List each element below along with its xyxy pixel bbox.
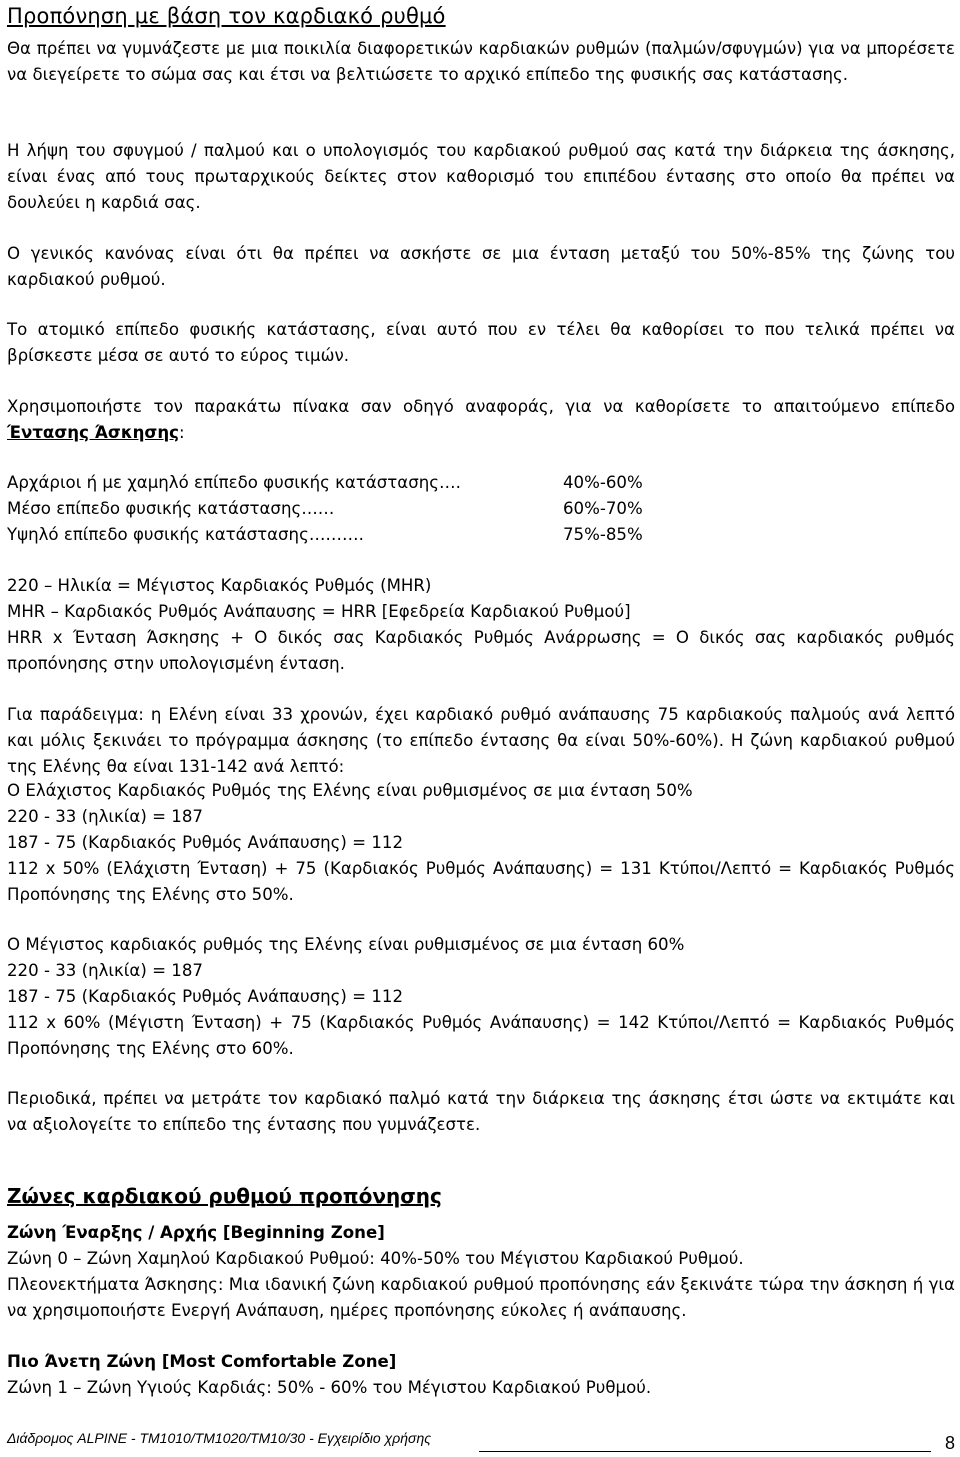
formula-mhr: 220 – Ηλικία = Μέγιστος Καρδιακός Ρυθμός (MHR) [7, 576, 432, 595]
level-label: Αρχάριοι ή με χαμηλό επίπεδο φυσικής κατάστασης…. [7, 473, 461, 492]
level-range: 60%-70% [563, 499, 643, 518]
formula-training-hr: HRR x Ένταση Άσκησης + Ο δικός σας Καρδιακός Ρυθμός Ανάρρωσης = Ο δικός σας καρδιακός ρυθμός προπόνησης στην υπολογισμένη ένταση. [7, 628, 955, 673]
min-calc-line: 187 - 75 (Καρδιακός Ρυθμός Ανάπαυσης) = 112 [7, 833, 404, 852]
level-range: 40%-60% [563, 473, 643, 492]
example-paragraph: Για παράδειγμα: η Ελένη είναι 33 χρονών, έχει καρδιακό ρυθμό ανάπαυσης 75 καρδιακούς παλμούς ανά λεπτό και μόλις ξεκινάει το πρόγραμμα άσκησης (το επίπεδο έντασης θα είναι 50%-60%). Η ζώνη καρδιακού ρυθμού της Ελένης θα είναι 131-142 ανά λεπτό: [7, 705, 955, 776]
min-calc-result: 112 x 50% (Ελάχιστη Ένταση) + 75 (Καρδιακός Ρυθμός Ανάπαυσης) = 131 Κτύποι/Λεπτό = Καρδιακός Ρυθμός Προπόνησης της Ελένης στο 50%. [7, 859, 955, 904]
fitness-level-paragraph: Το ατομικό επίπεδο φυσικής κατάστασης, είναι αυτό που εν τέλει θα καθορίσει το που τελικά πρέπει να βρίσκεστε μέσα σε αυτό το εύρος τιμών. [7, 320, 955, 365]
zone0-heading: Ζώνη Έναρξης / Αρχής [Beginning Zone] [7, 1223, 385, 1242]
formula-hrr: MHR – Καρδιακός Ρυθμός Ανάπαυσης = HRR [Εφεδρεία Καρδιακού Ρυθμού] [7, 602, 631, 621]
pulse-paragraph: Η λήψη του σφυγμού / παλμού και ο υπολογισμός του καρδιακού ρυθμού σας κατά την διάρκεια της άσκησης, είναι ένας από τους πρωταρχικούς δείκτες στον καθορισμό του επιπέδου έντασης στο οποίο θα πρέπει να δουλεύει η καρδιά σας. [7, 141, 955, 212]
level-row [7, 470, 643, 496]
periodic-paragraph: Περιοδικά, πρέπει να μετράτε τον καρδιακό παλμό κατά την διάρκεια της άσκησης έτσι ώστε να εκτιμάτε και να αξιολογείτε το επίπεδο της έντασης που γυμνάζεστε. [7, 1089, 955, 1134]
footer-rule [479, 1451, 931, 1452]
exercise-intensity-label: Έντασης Άσκησης [7, 423, 180, 442]
reference-paragraph [7, 394, 955, 446]
reference-text: Χρησιμοποιήστε τον παρακάτω πίνακα σαν οδηγό αναφοράς, για να καθορίσετε το απαιτούμενο επίπεδο [7, 397, 955, 416]
zone0-line: Ζώνη 0 – Ζώνη Χαμηλού Καρδιακού Ρυθμού: 40%-50% του Μέγιστου Καρδιακού Ρυθμού. [7, 1249, 744, 1268]
footer-text: Διάδρομος ALPINE - TM1010/TM1020/TM10/30 - Εγχειρίδιο χρήσης [7, 1430, 432, 1446]
min-calc-line: Ο Ελάχιστος Καρδιακός Ρυθμός της Ελένης είναι ρυθμισμένος σε μια ένταση 50% [7, 781, 693, 800]
intro-paragraph: Θα πρέπει να γυμνάζεστε με μια ποικιλία διαφορετικών καρδιακών ρυθμών (παλμών/σφυγμών) για να μπορέσετε να διεγείρετε το σώμα σας και έτσι να βελτιώσετε το αρχικό επίπεδο της φυσικής σας κατάστασης. [7, 39, 955, 84]
level-row [7, 522, 643, 548]
max-calc-result: 112 x 60% (Μέγιστη Ένταση) + 75 (Καρδιακός Ρυθμός Ανάπαυσης) = 142 Κτύποι/Λεπτό = Καρδιακός Ρυθμός Προπόνησης της Ελένης στο 60%. [7, 1013, 955, 1058]
page-number: 8 [945, 1433, 956, 1453]
reference-colon: : [179, 423, 185, 442]
max-calc-line: 220 - 33 (ηλικία) = 187 [7, 961, 203, 980]
max-calc-line: Ο Μέγιστος καρδιακός ρυθμός της Ελένης είναι ρυθμισμένος σε μια ένταση 60% [7, 935, 685, 954]
level-row [7, 496, 643, 522]
min-calc-line: 220 - 33 (ηλικία) = 187 [7, 807, 203, 826]
zone1-line: Ζώνη 1 – Ζώνη Υγιούς Καρδιάς: 50% - 60% του Μέγιστου Καρδιακού Ρυθμού. [7, 1378, 652, 1397]
zone1-heading: Πιο Άνετη Ζώνη [Most Comfortable Zone] [7, 1352, 397, 1371]
level-label: Μέσο επίπεδο φυσικής κατάστασης…… [7, 499, 335, 518]
rule-paragraph: Ο γενικός κανόνας είναι ότι θα πρέπει να ασκήστε σε μια ένταση μεταξύ του 50%-85% της ζώνης του καρδιακού ρυθμού. [7, 244, 955, 289]
zone0-benefits: Πλεονεκτήματα Άσκησης: Μια ιδανική ζώνη καρδιακού ρυθμού προπόνησης εάν ξεκινάτε τώρα την άσκηση ή για να χρησιμοποιήστε Ενεργή Ανάπαυση, ημέρες προπόνησης εύκολες ή ανάπαυσης. [7, 1275, 955, 1320]
max-calc-line: 187 - 75 (Καρδιακός Ρυθμός Ανάπαυσης) = 112 [7, 987, 404, 1006]
zones-heading: Ζώνες καρδιακού ρυθμού προπόνησης [7, 1184, 442, 1208]
level-range: 75%-85% [563, 525, 643, 544]
page-title: Προπόνηση με βάση τον καρδιακό ρυθμό [7, 4, 446, 28]
level-label: Υψηλό επίπεδο φυσικής κατάστασης………. [7, 525, 364, 544]
